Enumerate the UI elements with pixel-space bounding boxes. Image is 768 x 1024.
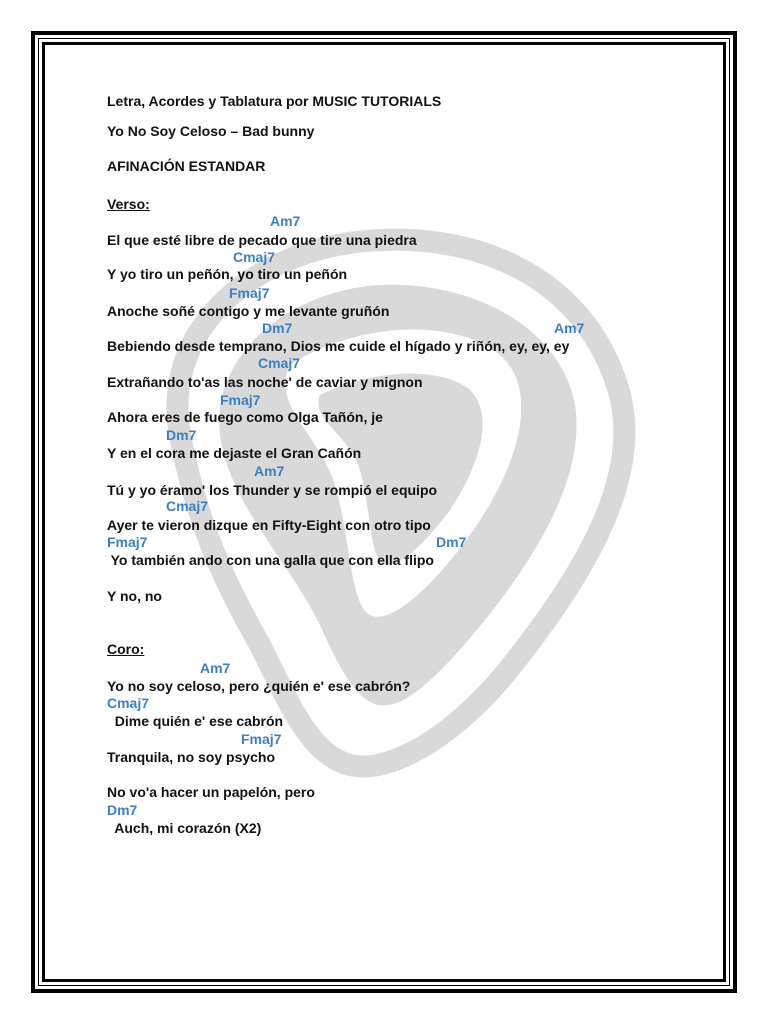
chorus-heading: Coro: <box>107 641 145 657</box>
lyric-line: Tranquila, no soy psycho <box>107 749 276 765</box>
lyric-line: Auch, mi corazón (X2) <box>107 820 262 836</box>
chord-label: Am7 <box>554 320 585 336</box>
lyric-line: Extrañando to'as las noche' de caviar y mignon <box>107 374 423 390</box>
chord-label: Cmaj7 <box>233 249 276 265</box>
credit-line: Letra, Acordes y Tablatura por MUSIC TUTORIALS <box>107 93 442 109</box>
lyric-line: El que esté libre de pecado que tire una piedra <box>107 232 417 248</box>
chord-label: Cmaj7 <box>107 695 150 711</box>
lyric-line: Y no, no <box>107 588 162 604</box>
tuning-label: AFINACIÓN ESTANDAR <box>107 158 266 174</box>
lyric-line: Tú y yo éramo' los Thunder y se rompió el equipo <box>107 482 438 498</box>
lyric-line: Yo también ando con una galla que con ella flipo <box>107 552 434 568</box>
lyric-line: Anoche soñé contigo y me levante gruñón <box>107 303 390 319</box>
chord-label: Fmaj7 <box>220 392 261 408</box>
chord-label: Dm7 <box>166 427 197 443</box>
lyric-line: Dime quién e' ese cabrón <box>107 713 284 729</box>
chord-label: Am7 <box>254 463 285 479</box>
chord-label: Fmaj7 <box>107 534 148 550</box>
verse-heading: Verso: <box>107 196 150 212</box>
lyric-line: Y yo tiro un peñón, yo tiro un peñón <box>107 266 348 282</box>
lyric-line: Bebiendo desde temprano, Dios me cuide el hígado y riñón, ey, ey, ey <box>107 338 570 354</box>
chord-label: Cmaj7 <box>166 498 209 514</box>
chord-label: Cmaj7 <box>258 355 301 371</box>
lyric-line: Yo no soy celoso, pero ¿quién e' ese cabrón? <box>107 678 411 694</box>
chord-label: Dm7 <box>436 534 467 550</box>
chord-label: Am7 <box>200 660 231 676</box>
chord-label: Am7 <box>270 213 301 229</box>
lyric-line: Ayer te vieron dizque en Fifty-Eight con otro tipo <box>107 517 431 533</box>
chord-label: Dm7 <box>262 320 293 336</box>
chord-label: Fmaj7 <box>241 731 282 747</box>
song-title: Yo No Soy Celoso – Bad bunny <box>107 123 315 139</box>
lyric-line: Y en el cora me dejaste el Gran Cañón <box>107 445 362 461</box>
lyric-line: Ahora eres de fuego como Olga Tañón, je <box>107 409 383 425</box>
chord-label: Fmaj7 <box>229 285 270 301</box>
lyric-line: No vo'a hacer un papelón, pero <box>107 784 315 800</box>
chord-label: Dm7 <box>107 802 138 818</box>
